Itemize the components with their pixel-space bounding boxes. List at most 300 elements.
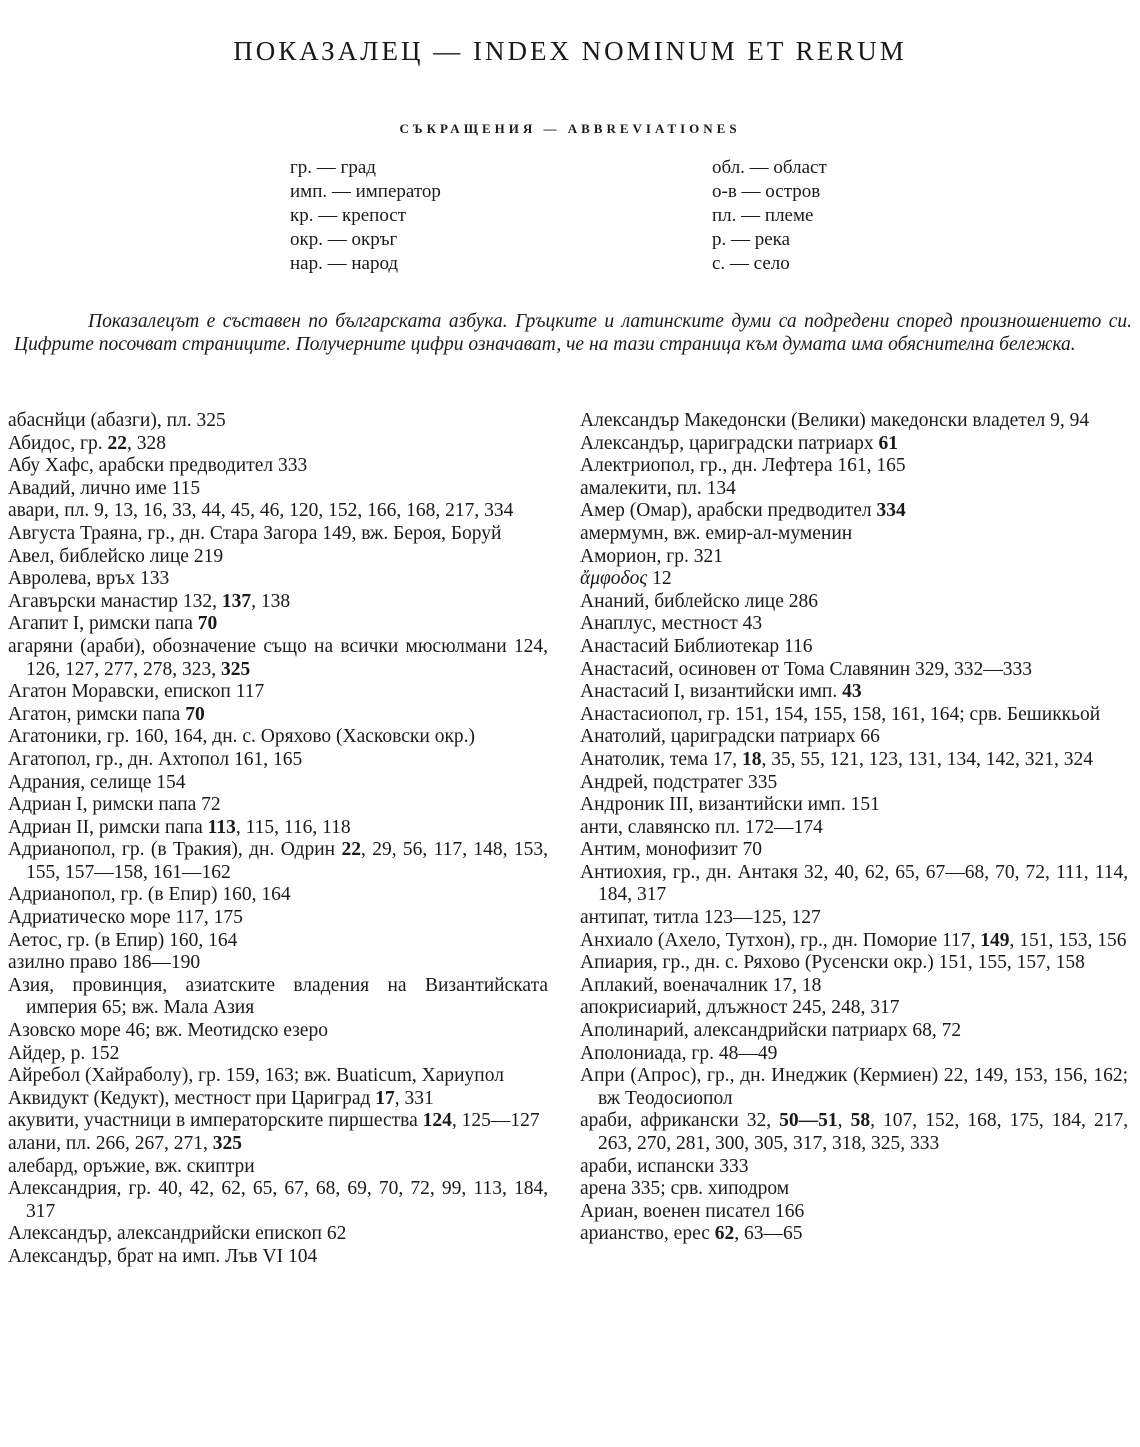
page-ref: 67	[284, 1178, 304, 1200]
entry-term: абаснйци (абазги), пл.	[8, 410, 197, 431]
index-entry	[8, 523, 548, 546]
page-ref: 321	[1024, 748, 1054, 770]
page-ref: 165	[273, 748, 303, 770]
entry-term: Айребол (Хайраболу), гр.	[8, 1065, 226, 1087]
entry-term: Авролева, връх	[8, 568, 140, 590]
page-ref: 217	[1093, 1110, 1124, 1132]
index-entry: Александрия, гр. 40, 42, 62, 65, 67, 68, 69, 70, 72, 99, 113, 184, 317	[8, 1178, 549, 1222]
index-entry	[8, 1156, 548, 1179]
page-ref: 333	[910, 1133, 940, 1154]
page-ref: 175	[213, 907, 243, 929]
entry-term: амермумн, вж. емир-ал-муменин	[580, 522, 853, 544]
index-entry: алани, пл. 266, 267, 271, 325	[8, 1133, 242, 1154]
entry-term: Александър, брат на имп. Лъв VI	[8, 1245, 288, 1267]
page-ref: 157	[1016, 952, 1046, 974]
entry-term: Аквидукт (Кедукт), местност при Цариград	[8, 1087, 376, 1109]
page-ref: 72	[201, 794, 221, 816]
entry-term: Анастасий I, византийски имп.	[580, 681, 843, 703]
page-ref: 32	[746, 1110, 767, 1132]
page-ref: 117	[942, 929, 971, 951]
abbreviation-row: р. — река	[712, 229, 791, 250]
page-ref: 46	[259, 500, 280, 522]
abbreviations-left	[290, 156, 441, 276]
index-entry	[580, 817, 1128, 840]
index-entry	[8, 478, 548, 501]
index-entry: Адрианопол, гр. (в Епир) 160, 164	[8, 884, 291, 906]
page-ref: 317	[870, 997, 900, 1019]
index-entry: Адрианопол, гр. (в Тракия), дн. Одрин 22, 29, 56, 117, 148, 153, 155, 157—158, 161—162	[8, 839, 549, 883]
page-ref: 270	[637, 1133, 667, 1154]
index-entry: Адриан II, римски папа 113, 115, 116, 118	[8, 816, 351, 838]
page-ref-note: 149	[980, 929, 1010, 951]
page-ref: 9	[94, 500, 104, 522]
page-ref: 120	[289, 500, 319, 522]
page-ref: 46	[125, 1020, 146, 1042]
index-entry	[580, 433, 1128, 456]
page-ref: 267	[134, 1133, 164, 1154]
index-entry	[8, 568, 548, 591]
entry-term: Александър, александрийски епископ	[8, 1223, 327, 1245]
page-ref: 332—333	[954, 658, 1033, 680]
page-ref-note: 58	[850, 1110, 871, 1132]
entry-term: Аетос, гр. (в Епир)	[8, 929, 170, 951]
index-entry	[8, 1043, 548, 1066]
page-ref: 40	[158, 1178, 178, 1200]
entry-term: Андроник III, византийски имп.	[580, 794, 851, 816]
entry-term: алани, пл.	[8, 1133, 96, 1154]
index-entry: Алектриопол, гр., дн. Лефтера 161, 165	[580, 455, 906, 477]
index-entry: Аполинарий, александрийски патриарх 68, 72	[580, 1020, 962, 1042]
abbreviation-row: нар. — народ	[290, 253, 399, 274]
index-entry: агаряни (араби), обозначение също на всички мюсюлмани 124, 126, 127, 277, 278, 323, 325	[8, 635, 548, 680]
entry-term: Агапит I, римски папа	[8, 613, 198, 635]
entry-cross-reference: ; вж. Buaticum, Хариупол	[293, 1065, 504, 1087]
page-ref: 321	[693, 545, 724, 567]
page-ref: 164	[261, 884, 291, 906]
index-entry: Александър Македонски (Велики) македонски владетел 9, 94	[580, 410, 1090, 431]
index-entry: Антиохия, гр., дн. Антакя 32, 40, 62, 65, 67—68, 70, 72, 111, 114, 184, 317	[580, 861, 1129, 906]
page-ref: 65	[252, 1178, 273, 1200]
index-entry	[8, 455, 548, 478]
index-entry: Апиария, гр., дн. с. Ряхово (Русенски окр.) 151, 155, 157, 158	[580, 952, 1085, 974]
entry-cross-reference: , дн. с. Оряхово (Хасковски окр.)	[202, 726, 476, 748]
page-ref: 159	[225, 1065, 255, 1087]
page-ref: 155	[813, 703, 843, 725]
page-ref: 184	[1051, 1110, 1082, 1132]
page-ref: 160	[134, 726, 164, 748]
index-entry: Апри (Апрос), гр., дн. Инеджик (Кермиен) 22, 149, 153, 156, 162; вж Теодосиопол	[580, 1065, 1129, 1109]
index-entry	[580, 1043, 1128, 1066]
page-ref-note: 17	[375, 1087, 395, 1109]
index-entry: Аетос, гр. (в Епир) 160, 164	[8, 929, 238, 951]
page-ref: 157—158	[65, 861, 143, 883]
entry-cross-reference: ; вж. Меотидско езеро	[145, 1020, 328, 1042]
entry-term: Апри (Апрос), гр., дн. Инеджик (Кермиен)	[580, 1065, 944, 1087]
page-ref: 325	[871, 1133, 901, 1154]
entry-cross-reference: ; срв. хиподром	[660, 1178, 790, 1200]
page-ref: 116	[283, 816, 313, 838]
page-ref: 175	[1009, 1110, 1039, 1132]
page-ref: 335	[631, 1178, 661, 1200]
page-ref: 161	[891, 703, 921, 725]
entry-term: Абу Хафс, арабски предводител	[8, 455, 279, 477]
page-ref: 9	[1050, 410, 1060, 431]
entry-term: Адриан II, римски папа	[8, 816, 208, 838]
entry-term: Анастасий, осиновен от Тома Славянин	[580, 658, 916, 680]
page-ref: 115	[171, 477, 201, 499]
index-column-left	[8, 410, 548, 1269]
page-ref: 164	[208, 929, 238, 951]
page-ref: 62	[864, 861, 885, 883]
page-ref-note: 137	[221, 590, 252, 612]
entry-term: Андрей, подстратег	[580, 771, 748, 793]
page-ref: 116	[784, 635, 813, 657]
entry-term: антипат, титла	[580, 907, 704, 929]
page-ref: 156	[1053, 1065, 1083, 1087]
entry-term: Адрианопол, гр. (в Тракия), дн. Одрин	[8, 839, 342, 861]
index-entry	[580, 568, 1128, 591]
index-entry	[8, 1020, 548, 1043]
page-ref: 104	[287, 1245, 318, 1267]
index-entry: антипат, титла 123—125, 127	[580, 907, 821, 929]
abbreviations-heading: СЪКРАЩЕНИЯ — ABBREVIATIONES	[399, 121, 741, 136]
page-ref: 33	[172, 500, 192, 522]
entry-term: араби, испански	[580, 1155, 720, 1177]
page-ref: 134	[706, 477, 736, 499]
entry-term: Адрания, селище	[8, 771, 157, 793]
entry-term: Аплакий, военачалник	[580, 974, 773, 996]
page-ref: 317	[637, 884, 667, 906]
entry-term: Александрия, гр.	[8, 1178, 159, 1200]
page-ref: 152	[90, 1042, 120, 1064]
page-ref: 245	[792, 997, 822, 1019]
entry-term: Анастасий Библиотекар	[580, 635, 785, 657]
page-ref: 263	[598, 1133, 628, 1154]
page-ref-note: 325	[212, 1133, 242, 1154]
page-ref: 160	[222, 884, 252, 906]
abbreviation-row: пл. — племе	[712, 205, 814, 226]
index-entry	[8, 772, 548, 795]
entry-term: Антим, монофизит	[580, 839, 743, 861]
page-ref: 305	[754, 1133, 784, 1154]
page-ref: 164	[173, 726, 203, 748]
page-ref: 133	[139, 568, 170, 590]
page-ref: 278	[143, 658, 173, 680]
page-ref-note: 70	[185, 703, 205, 725]
entry-term: Аморион, гр.	[580, 545, 694, 567]
page-ref: 32	[804, 861, 824, 883]
abbreviation-row: о-в — остров	[712, 181, 821, 202]
index-entry: араби, африкански 32, 50—51, 58, 107, 152, 168, 175, 184, 217, 263, 270, 281, 300, 305, 317, 318, 325, 333	[580, 1110, 1129, 1154]
page-ref: 184	[598, 884, 628, 906]
page-ref: 117	[175, 907, 204, 929]
entry-term: Алектриопол, гр., дн. Лефтера	[580, 455, 838, 477]
page-ref: 300	[715, 1133, 745, 1154]
index-entry	[580, 839, 1128, 862]
page-ref: 63—65	[744, 1223, 803, 1245]
entry-term: Агатон, римски папа	[8, 703, 186, 725]
page-ref: 43	[742, 613, 763, 635]
page-ref: 153	[513, 839, 544, 861]
index-entry	[580, 591, 1128, 614]
page-ref: 125—127	[461, 1110, 540, 1132]
index-entry	[580, 546, 1128, 569]
index-entry: Айребол (Хайраболу), гр. 159, 163; вж. Buaticum, Хариупол	[8, 1065, 504, 1087]
page-ref: 132	[182, 590, 213, 612]
page-ref: 277	[104, 658, 134, 680]
entry-term: Анастасиопол, гр.	[580, 703, 735, 725]
page-ref: 329	[915, 658, 945, 680]
intro-text: Показалецът е съставен по българската азбука. Гръцките и латинските думи са подредени според произношението си. Цифрите посочват страниците. Получерните цифри означават, че на тази страница към думата има обяснителна бележка.	[14, 311, 1132, 355]
page-ref: 12	[652, 568, 672, 590]
page-ref: 13	[113, 500, 134, 522]
page-ref: 154	[156, 771, 186, 793]
entry-term: Анаплус, местност	[580, 613, 743, 635]
index-entry: арианство, ерес 62, 63—65	[580, 1223, 803, 1245]
page-ref: 72	[1025, 861, 1046, 883]
page-ref: 333	[719, 1155, 749, 1177]
index-entry	[8, 613, 548, 636]
page-ref: 18	[801, 974, 822, 996]
index-entry	[580, 772, 1128, 795]
entry-term: Анатолик, тема	[580, 748, 713, 770]
page-ref-note: 22	[107, 432, 128, 454]
page-ref: 124	[513, 635, 544, 657]
page-ref: 16	[142, 500, 163, 522]
index-entry: Анастасий, осиновен от Тома Славянин 329, 332—333	[580, 658, 1033, 680]
page-ref: 149	[973, 1065, 1004, 1087]
page-ref: 55	[800, 748, 820, 770]
index-entry	[8, 975, 548, 1020]
page-ref: 69	[347, 1178, 367, 1200]
page-ref: 151	[735, 703, 765, 725]
page-ref: 165	[876, 455, 906, 477]
abbreviation-row: имп. — император	[290, 181, 441, 202]
index-entry: акувити, участници в императорските пиршества 124, 125—127	[8, 1110, 540, 1132]
page-ref: 151	[1019, 929, 1049, 951]
index-entry: Анастасиопол, гр. 151, 154, 155, 158, 161, 164; срв. Бешиккьой	[580, 703, 1101, 725]
entry-cross-reference: ; вж Теодосиопол	[598, 1065, 1129, 1109]
page-ref: 154	[774, 703, 804, 725]
page-ref: 281	[676, 1133, 706, 1154]
index-entry	[580, 1178, 1128, 1201]
index-entry	[580, 478, 1128, 501]
page-ref: 318	[832, 1133, 862, 1154]
page-ref: 328	[136, 432, 167, 454]
page-ref: 40	[834, 861, 854, 883]
page-ref: 331	[404, 1087, 434, 1109]
page-ref-note: 325	[221, 658, 251, 680]
page-ref: 56	[402, 839, 423, 861]
page-ref: 111	[1055, 861, 1084, 883]
index-entry: Агавърски манастир 132, 137, 138	[8, 590, 291, 612]
index-entry	[8, 681, 548, 704]
page-ref: 117	[235, 681, 265, 703]
entry-cross-reference: , вж. Бероя, Боруй	[351, 522, 502, 544]
entry-term: Агатопол, гр., дн. Ахтопол	[8, 748, 235, 770]
page-ref: 335	[747, 771, 778, 793]
page-ref: 68	[912, 1020, 932, 1042]
page-ref: 70	[995, 861, 1015, 883]
index-entry: авари, пл. 9, 13, 16, 33, 44, 45, 46, 120, 152, 166, 168, 217, 334	[8, 500, 514, 522]
page-ref: 151	[938, 952, 968, 974]
page-ref: 158	[852, 703, 882, 725]
entry-term: агаряни (араби), обозначение също на всички мюсюлмани	[8, 635, 514, 657]
page-ref: 168	[967, 1110, 997, 1132]
page-ref-note: 62	[714, 1223, 735, 1245]
page-ref: 35	[771, 748, 791, 770]
entry-term: Ананий, библейско лице	[580, 590, 789, 612]
index-entry	[8, 546, 548, 569]
entry-term: Августа Траяна, гр., дн. Стара Загора	[8, 522, 323, 544]
page-ref: 70	[378, 1178, 399, 1200]
index-entry: Аквидукт (Кедукт), местност при Цариград 17, 331	[8, 1087, 434, 1109]
page-ref: 155	[26, 861, 56, 883]
page-ref: 152	[925, 1110, 955, 1132]
page-ref: 29	[372, 839, 392, 861]
entry-term: Анхиало (Ахело, Тутхон), гр., дн. Поморие	[580, 929, 943, 951]
entry-term: апокрисиарий, длъжност	[580, 997, 793, 1019]
entry-term: Агатоники, гр.	[8, 726, 135, 748]
entry-term: Апиария, гр., дн. с. Ряхово (Русенски окр.)	[580, 952, 939, 974]
page-ref: 117	[433, 839, 463, 861]
index-entry	[8, 410, 548, 433]
page-ref: 162	[1093, 1065, 1123, 1087]
page-ref-note: 113	[207, 816, 236, 838]
intro-paragraph	[14, 310, 1132, 356]
index-entry: Абидос, гр. 22, 328	[8, 432, 167, 454]
page-ref: 266	[95, 1133, 125, 1154]
abbreviations-right	[712, 156, 827, 276]
page-ref: 114	[1094, 861, 1124, 883]
page-ref: 151	[850, 794, 880, 816]
entry-term: Азия, провинция, азиатските владения на Византийската империя	[8, 974, 548, 1019]
page-ref: 123—125	[703, 907, 782, 929]
page-ref: 17	[712, 748, 733, 770]
page-ref: 68	[315, 1178, 336, 1200]
page-ref: 67—68	[925, 861, 985, 883]
page-ref: 127	[791, 907, 821, 929]
page-ref: 324	[1063, 748, 1093, 770]
page-ref: 323	[182, 658, 212, 680]
entry-term: ἄμφοδος	[580, 568, 653, 590]
index-entry: Агатоники, гр. 160, 164, дн. с. Оряхово (Хасковски окр.)	[8, 726, 476, 748]
page-ref: 186—190	[122, 952, 201, 974]
page-ref-note: 334	[876, 500, 906, 522]
page-ref: 126	[26, 658, 56, 680]
page-ref: 42	[189, 1178, 210, 1200]
index-entry	[580, 1156, 1128, 1179]
abbreviation-row: гр. — град	[290, 157, 376, 178]
entry-term: Азовско море	[8, 1020, 126, 1042]
abbreviation-row: с. — село	[712, 253, 790, 274]
entry-term: Александър, цариградски патриарх	[580, 432, 879, 454]
page-ref: 160	[169, 929, 199, 951]
page-ref-note: 124	[422, 1110, 452, 1132]
page-ref: 131	[907, 748, 937, 770]
page-ref: 107	[883, 1110, 913, 1132]
page-ref: 164	[930, 703, 960, 725]
entry-cross-reference: ; вж. Мала Азия	[121, 997, 255, 1019]
index-column-right	[580, 410, 1128, 1246]
page-ref-note: 61	[878, 432, 899, 454]
entry-cross-reference: ; срв. Бешиккьой	[959, 703, 1101, 725]
page-ref: 163	[264, 1065, 294, 1087]
page-ref: 168	[406, 500, 436, 522]
abbreviation-row: кр. — крепост	[290, 205, 407, 226]
page-ref: 123	[868, 748, 898, 770]
page-ref: 149	[322, 522, 352, 544]
page-ref: 72	[941, 1020, 962, 1042]
entry-term: Анатолий, цариградски патриарх	[580, 726, 861, 748]
entry-term: Ариан, военен писател	[580, 1200, 775, 1222]
entry-term: алебард, оръжие, вж. скиптри	[8, 1155, 255, 1177]
page-ref: 44	[201, 500, 221, 522]
index-entry	[580, 523, 1128, 546]
page-ref: 17	[772, 974, 793, 996]
entry-term: авари, пл.	[8, 500, 95, 522]
entry-term: Авадий, лично име	[8, 477, 172, 499]
entry-term: арена	[580, 1178, 632, 1200]
entry-term: Александър Македонски (Велики) македонски владетел	[580, 410, 1051, 431]
index-entry	[8, 794, 548, 817]
entry-term: Агатон Моравски, епископ	[8, 681, 236, 703]
index-entry	[580, 613, 1128, 636]
page-ref: 152	[328, 500, 358, 522]
entry-term: Абидос, гр.	[8, 432, 108, 454]
page-ref: 72	[410, 1178, 430, 1200]
page-ref: 153	[1013, 1065, 1043, 1087]
page-ref: 333	[278, 455, 308, 477]
entry-term: Авел, библейско лице	[8, 545, 194, 567]
index-entry	[8, 704, 548, 727]
entry-term: Адриан I, римски папа	[8, 794, 202, 816]
page-ref: 153	[1058, 929, 1088, 951]
entry-term: Амер (Омар), арабски предводител	[580, 500, 877, 522]
page-ref: 317	[26, 1200, 56, 1222]
page-ref: 325	[196, 410, 226, 431]
entry-term: Аполинарий, александрийски патриарх	[580, 1020, 913, 1042]
entry-term: азилно право	[8, 952, 123, 974]
page-ref: 248	[831, 997, 861, 1019]
page-ref: 217	[445, 500, 475, 522]
index-entry	[8, 1246, 548, 1269]
page-ref-note: 22	[341, 839, 361, 861]
page-ref: 99	[441, 1178, 462, 1200]
index-entry	[580, 794, 1128, 817]
index-entry	[8, 952, 548, 975]
page-ref: 65	[895, 861, 915, 883]
entry-term: Адрианопол, гр. (в Епир)	[8, 884, 223, 906]
page-ref: 113	[473, 1178, 502, 1200]
page-ref: 66	[860, 726, 880, 748]
entry-term: анти, славянско пл.	[580, 816, 745, 838]
abbreviation-row: окр. — окръг	[290, 229, 398, 250]
page-ref: 22	[943, 1065, 964, 1087]
index-entry	[580, 636, 1128, 659]
page-ref: 286	[788, 590, 818, 612]
page-ref: 148	[473, 839, 503, 861]
page-ref: 115	[245, 816, 275, 838]
entry-term: акувити, участници в императорските пиршества	[8, 1110, 423, 1132]
page-ref-note: 18	[741, 748, 762, 770]
page-ref: 156	[1097, 929, 1127, 951]
index-entry	[580, 726, 1128, 749]
page-ref: 155	[977, 952, 1007, 974]
page-ref: 142	[985, 748, 1015, 770]
abbreviation-row: обл. — област	[712, 157, 827, 178]
entry-term: Адриатическо море	[8, 907, 176, 929]
